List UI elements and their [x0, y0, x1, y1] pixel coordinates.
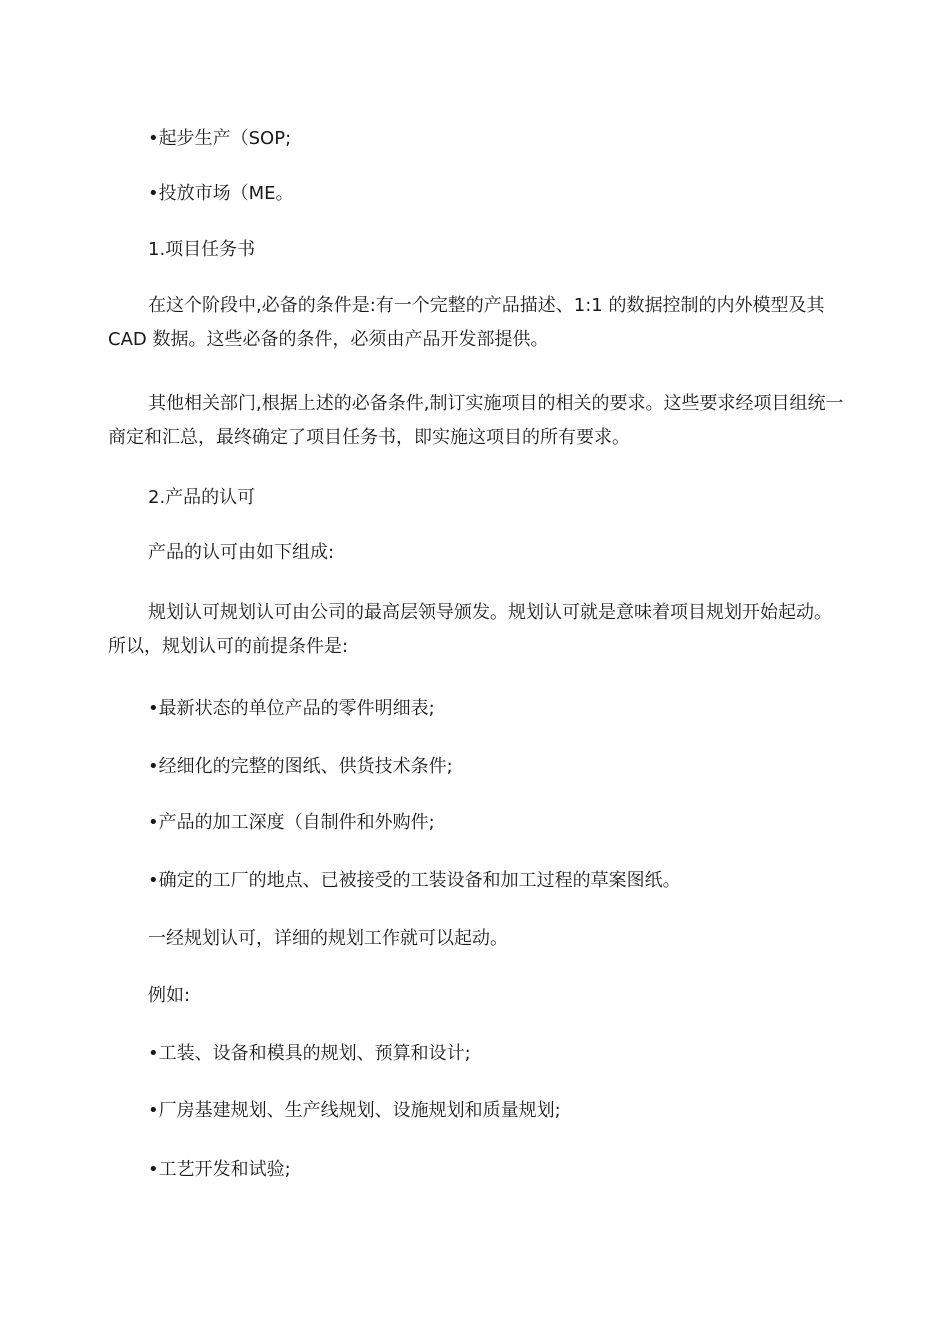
- bullet-parts-list: •最新状态的单位产品的零件明细表;: [148, 698, 435, 719]
- paragraph-planning-start: 一经规划认可，详细的规划工作就可以起动。: [148, 928, 508, 949]
- bullet-me: •投放市场（ME。: [148, 183, 294, 204]
- paragraph-approval-intro: 产品的认可由如下组成:: [148, 542, 335, 563]
- bullet-processing-depth: •产品的加工深度（自制件和外购件;: [148, 812, 435, 833]
- paragraph-example: 例如:: [148, 985, 191, 1006]
- bullet-drawings: •经细化的完整的图纸、供货技术条件;: [148, 756, 453, 777]
- paragraph-requirements: 其他相关部门,根据上述的必备条件,制订实施项目的相关的要求。这些要求经项目组统一商定和汇总，最终确定了项目任务书，即实施这项目的所有要求。: [108, 393, 844, 448]
- bullet-process-dev: •工艺开发和试验;: [148, 1159, 291, 1180]
- paragraph-prerequisites: 在这个阶段中,必备的条件是:有一个完整的产品描述、1:1 的数据控制的内外模型及其 CAD 数据。这些必备的条件，必须由产品开发部提供。: [108, 295, 825, 350]
- bullet-plant-planning: •厂房基建规划、生产线规划、设施规划和质量规划;: [148, 1100, 561, 1121]
- section-heading-2: 2.产品的认可: [148, 487, 256, 508]
- section-heading-1: 1.项目任务书: [148, 239, 256, 260]
- bullet-tooling: •工装、设备和模具的规划、预算和设计;: [148, 1043, 471, 1064]
- paragraph-planning-approval: 规划认可规划认可由公司的最高层领导颁发。规划认可就是意味着项目规划开始起动。所以，规划认可的前提条件是:: [108, 602, 832, 657]
- bullet-factory-location: •确定的工厂的地点、已被接受的工装设备和加工过程的草案图纸。: [148, 870, 681, 891]
- bullet-sop: •起步生产（SOP;: [148, 128, 292, 149]
